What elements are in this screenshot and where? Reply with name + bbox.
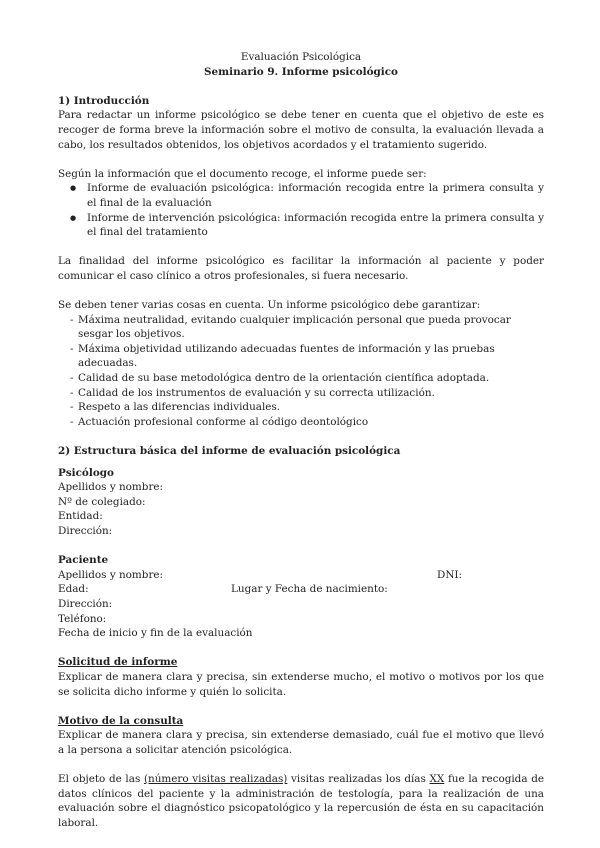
psychologist-field: Apellidos y nombre:: [58, 481, 164, 494]
psychologist-field: Entidad:: [58, 510, 103, 523]
days-placeholder: XX: [429, 773, 445, 786]
structure-heading: 2) Estructura básica del informe de evaluación psicológica: [58, 445, 401, 458]
request-text: Explicar de manera clara y precisa, sin extenderse mucho, el motivo o motivos por los que se solicita dicho informe y quién lo solicita.: [58, 670, 544, 698]
list-item: - Máxima neutralidad, evitando cualquier implicación personal que pueda provocar sesgar los objetivos.: [58, 313, 544, 342]
reason-text: Explicar de manera clara y precisa, sin extenderse demasiado, cuál fue el motivo que llevó a la persona a solicitar atención psicológica.: [58, 729, 544, 756]
patient-label: Paciente: [58, 554, 109, 567]
list-item: ● Informe de evaluación psicológica: información recogida entre la primera consulta y el final de la evaluación: [58, 181, 544, 210]
list-item: ● Informe de intervención psicológica: información recogida entre la primera consulta y el final del tratamiento: [58, 211, 544, 240]
intro-paragraph-4: Se deben tener varias cosas en cuenta. Un informe psicológico debe garantizar:: [58, 299, 481, 312]
psychologist-label: Psicólogo: [58, 466, 114, 479]
objective-text: fue la recogida de datos clínicos del paciente y la administración de testología, para la realización de una evaluación sobre el diagnóstico psicopatológico y la repercusión de ésta en su capacitación laboral.: [58, 773, 544, 829]
reason-heading: Motivo de la consulta: [58, 714, 184, 727]
patient-dates-field: Fecha de inicio y fin de la evaluación: [58, 627, 253, 640]
intro-paragraph-3: La finalidad del informe psicológico es facilitar la información al paciente y poder comunicar el caso clínico a otros profesionales, si fuera necesario.: [58, 255, 544, 282]
document-title: Seminario 9. Informe psicológico: [204, 65, 398, 78]
list-item: - Máxima objetividad utilizando adecuadas fuentes de información y las pruebas adecuadas.: [58, 342, 544, 371]
psychologist-field: Nº de colegiado:: [58, 495, 146, 508]
patient-age-row: [58, 582, 544, 597]
objective-text: El objeto de las: [58, 773, 144, 786]
patient-name-field: Apellidos y nombre:: [58, 568, 164, 581]
patient-phone-field: Teléfono:: [58, 612, 107, 625]
psychologist-field: Dirección:: [58, 525, 113, 537]
list-item: - Respeto a las diferencias individuales.: [58, 400, 544, 415]
document-page: [58, 50, 544, 830]
patient-age-field: Edad:: [58, 583, 89, 596]
patient-name-row: [58, 568, 544, 583]
document-subject: Evaluación Psicológica: [240, 51, 362, 63]
objective-paragraph: [58, 772, 544, 830]
guarantees-list: [58, 313, 544, 430]
report-types-list: [58, 181, 544, 239]
visits-placeholder: (número visitas realizadas): [143, 773, 288, 786]
intro-paragraph-1: Para redactar un informe psicológico se debe tener en cuenta que el objetivo de este es recoger de forma breve la información sobre el motivo de consulta, la evaluación llevada a cabo, los resultados obtenidos, los objetivos acordados y el tratamiento sugerido.: [58, 109, 544, 151]
intro-heading: 1) Introducción: [58, 94, 150, 107]
list-item: - Actuación profesional conforme al código deontológico: [58, 415, 544, 430]
request-heading: Solicitud de informe: [58, 656, 178, 669]
patient-address-field: Dirección:: [58, 597, 113, 610]
intro-paragraph-2: Según la información que el documento recoge, el informe puede ser:: [58, 167, 427, 180]
list-item: - Calidad de su base metodológica dentro de la orientación científica adoptada.: [58, 371, 544, 386]
list-item: - Calidad de los instrumentos de evaluación y su correcta utilización.: [58, 386, 544, 401]
patient-birth-field: Lugar y Fecha de nacimiento:: [231, 583, 388, 596]
patient-dni-field: DNI:: [437, 568, 463, 581]
objective-text: visitas realizadas los días: [287, 773, 430, 786]
